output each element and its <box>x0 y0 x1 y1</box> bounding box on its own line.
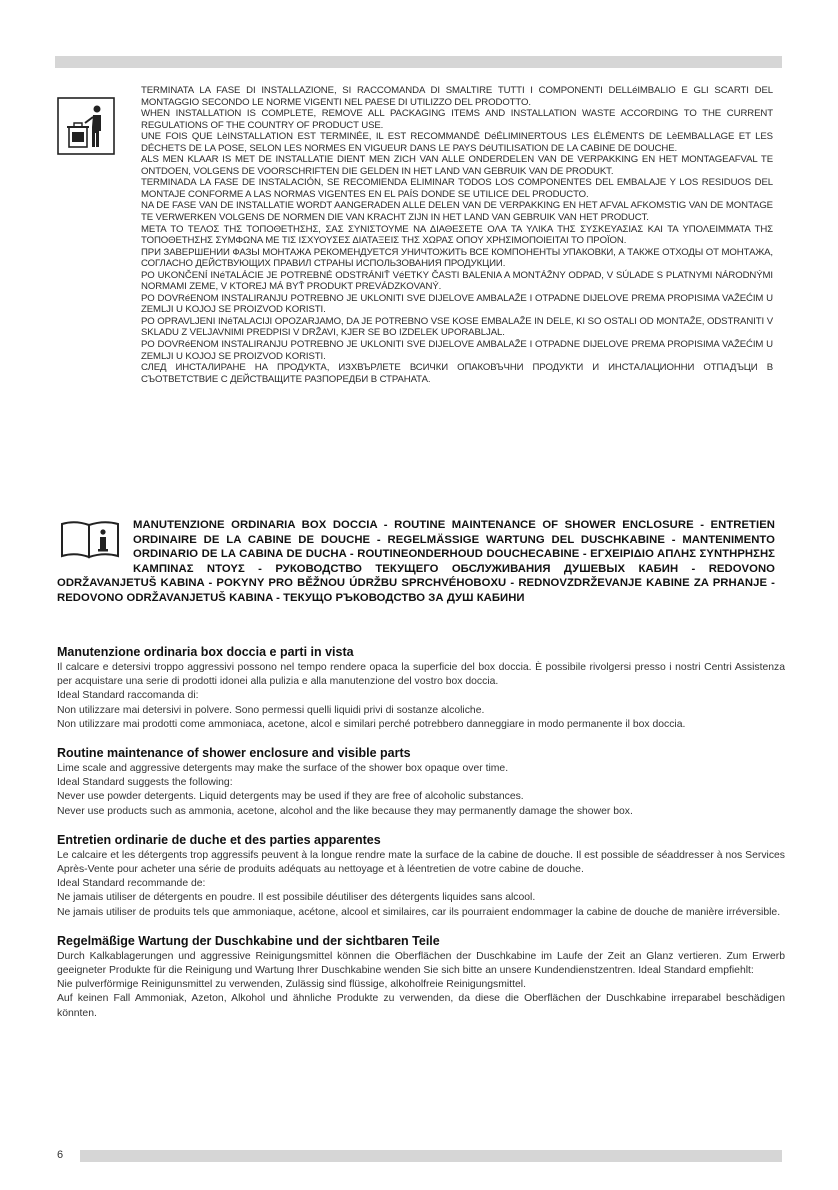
section-title: Manutenzione ordinaria box doccia e parti in vista <box>57 645 354 659</box>
section-line: Ne jamais utiliser de détergents en poudre. Il est possibile déutiliser des détergents liquides sans alcool. <box>57 892 536 904</box>
maintenance-heading <box>57 518 775 606</box>
page-number: 6 <box>57 1149 64 1161</box>
disposal-paragraph: UNE FOIS QUE LèINSTALLATION EST TERMINÉE, IL EST RECOMMANDÉ DéÉLIMINERTOUS LES ÉLÉMENTS DE LèEMBALLAGE ET LES DÉCHETS DE LA POSE, SELON LES NORMES EN VIGUEUR DANS LE PAYS DéUTILISATION DE LA CABINE DE DOUCHE. <box>141 131 773 154</box>
section-line: Ideal Standard suggests the following: <box>57 777 233 789</box>
section-title: Routine maintenance of shower enclosure and visible parts <box>57 746 411 761</box>
disposal-paragraph: СЛЕД ИНСТАЛИРАНЕ НА ПРОДУКТА, ИЗХВЪРЛЕТЕ ВСИЧКИ ОПАКОВЪЧНИ ПРОДУКТИ И ИНСТАЛАЦИОННИ ОТПАДЪЦИ В СЪОТВЕТСТВИЕ С ДЕЙСТВАЩИТЕ РАЗПОРЕДБИ В СТРАНАТА. <box>141 362 773 385</box>
section-line: Never use products such as ammonia, acetone, alcohol and the like because they may permanently damage the shower box. <box>57 805 633 817</box>
section-french <box>57 833 785 920</box>
section-line: Durch Kalkablagerungen und aggressive Reinigungsmittel können die Oberflächen der Duschkabine im Laufe der Zeit an Glanz vertieren. Zum Erwerb geeigneter Produkte für die Reinigung und Wartung Ihrer Duschkabine wenden Sie sich bitte an unsere Kundendienstzentren. Ideal Standard empfiehlt: <box>57 950 785 977</box>
footer-bar <box>80 1150 782 1162</box>
section-english <box>57 746 785 819</box>
section-line: Il calcare e detersivi troppo aggressivi possono nel tempo rendere opaca la superficie del box doccia. È possibile rivolgersi presso i nostri Centri Assistenza per acquistare una serie di prodotti idonei alla pulizia e alla manutenzione del vostro box doccia. <box>57 662 785 688</box>
section-line: Ideal Standard recommande de: <box>57 878 206 890</box>
section-line: Lime scale and aggressive detergents may make the surface of the shower box opaque over time. <box>57 763 509 775</box>
section-line: Le calcaire et les détergents trop aggressifs peuvent à la longue rendre mate la surface de la cabine de douche. Il est possible de séaddresser à nos Services Après-Vente pour acheter una série de produits adéquats au nettoyage et à léentretien de votre cabine de douche. <box>57 849 785 876</box>
section-line: Ne jamais utiliser de produits tels que ammoniaque, acétone, alcool et similaires, car ils pourraient endommager la cabine de douche de manière irréversible. <box>57 906 781 918</box>
disposal-instructions <box>141 85 773 385</box>
section-line: Non utilizzare mai prodotti come ammoniaca, acetone, alcol e similari perché potrebbero danneggiare in modo permanente il box doccia. <box>57 718 686 730</box>
disposal-paragraph: TERMINADA LA FASE DE INSTALACIÓN, SE RECOMIENDA ELIMINAR TODOS LOS COMPONENTES DEL EMBALAJE Y LOS RESIDUOS DEL MONTAJE CONFORME A LAS NORMAS VIGENTES EN EL PAÍS DONDE SE UTILICE DEL PRODUCTO. <box>141 177 773 200</box>
section-title: Entretien ordinarie de duche et des parties apparentes <box>57 832 381 847</box>
section-title: Regelmäßige Wartung der Duschkabine und der sichtbaren Teile <box>57 933 440 948</box>
disposal-paragraph: WHEN INSTALLATION IS COMPLETE, REMOVE ALL PACKAGING ITEMS AND INSTALLATION WASTE ACCORDING TO THE CURRENT REGULATIONS OF THE COUNTRY OF PRODUCT USE. <box>141 108 773 131</box>
section-line: Never use powder detergents. Liquid detergents may be used if they are free of alcoholic substances. <box>57 791 524 803</box>
disposal-paragraph: NA DE FASE VAN DE INSTALLATIE WORDT AANGERADEN ALLE DELEN VAN DE VERPAKKING EN HET AFVAL AFKOMSTIG VAN DE MONTAGE TE VERWERKEN VOLGENS DE NORMEN DIE VAN KRACHT ZIJN IN HET LAND VAN GEBRUIK VAN HET PRODUCT. <box>141 200 773 224</box>
maintenance-sections <box>57 645 785 1035</box>
waste-bin-icon <box>57 97 115 155</box>
section-italian <box>57 645 785 732</box>
disposal-paragraph: PO DOVRéENOM INSTALIRANJU POTREBNO JE UKLONITI SVE DIJELOVE AMBALAŽE I OTPADNE DIJELOVE PREMA PROPISIMA VAŽEĆIM U ZEMLJI U KOJOJ SE PROIZVOD KORISTI. <box>141 292 773 316</box>
section-line: Auf keinen Fall Ammoniak, Azeton, Alkohol und ähnliche Produkte zu verwenden, da diese die Oberflächen der Duschkabine irreparabel beschädigen könnten. <box>57 993 785 1019</box>
disposal-paragraph: PO DOVRéENOM INSTALIRANJU POTREBNO JE UKLONITI SVE DIJELOVE AMBALAŽE I OTPADNE DIJELOVE PREMA PROPISIMA VAŽEĆIM U ZEMLJI U KOJOJ SE PROIZVOD KORISTI. <box>141 339 773 362</box>
maintenance-heading-text: MANUTENZIONE ORDINARIA BOX DOCCIA - ROUTINE MAINTENANCE OF SHOWER ENCLOSURE - ENTRETIEN ORDINAIRE DE LA CABINE DE DOUCHE - REGELMÄSSIGE WARTUNG DEL DUSCHKABINE - MANTENIMENTO ORDINARIO DE LA CABINA DE DUCHA - ROUTINEONDERHOUD DOUCHECABINE - ΕΓΧΕΙΡΙΔΙΟ ΑΠΛΗΣ ΣΥΝΤΗΡΗΣΗΣ ΚΑΜΠΙΝΑΣ ΝΤΟΥΣ - РУКОВОДСТВО ТЕКУЩЕГО ОБСЛУЖИВАНИЯ ДУШЕВЫХ КАБИН - REDOVONO ODRŽAVANJETUŠ KABINA - POKYNY PRO BĚŽNOU ÚDRŽBU SPRCHVÉHOBOXU - REDNOVZDRŽEVANJE KABINE ZA PRHANJE - REDOVONO ODRŽAVANJETUŠ KABINA - ТЕКУЩО РЪКОВОДСТВО ЗА ДУШ КАБИНИ <box>57 519 775 604</box>
section-line: Nie pulverförmige Reinigunsmittel zu verwenden, Zulässig sind flüssige, alkoholfreie Reinigungsmittel. <box>57 979 526 991</box>
disposal-paragraph: PO UKONČENÍ INéTALÁCIE JE POTREBNÉ ODSTRÁNIŤ VéETKY ČASTI BALENIA A MONTÁŽNY ODPAD, V SÚLADE S PLATNYMI NÁRODNÝMI NORMAMI ZEME, V KTOREJ MÁ BYŤ PRODUKT PREVÁDZKOVANÝ. <box>141 269 773 293</box>
disposal-paragraph: ΜΕΤΑ ΤΟ ΤΕΛΟΣ ΤΗΣ ΤΟΠΟΘΕΤΗΣΗΣ, ΣΑΣ ΣΥΝΙΣΤΟΥΜΕ ΝΑ ΔΙΑΘΕΣΕΤΕ ΟΛΑ ΤΑ ΥΛΙΚΑ ΤΗΣ ΣΥΣΚΕΥΑΣΙΑΣ ΚΑΙ ΤΑ ΥΠΟΛΕΙΜΜΑΤΑ ΤΗΣ ΤΟΠΟΘΕΤΗΣΗΣ ΣΥΜΦΩΝΑ ΜΕ ΤΙΣ ΙΣΧΥΟΥΣΕΣ ΔΙΑΤΑΞΕΙΣ ΤΗΣ ΧΩΡΑΣ ΟΠΟΥ ΧΡΗΣΙΜΟΠΟΙΕΙΤΑΙ ΤΟ ΠΡΟΪΟΝ. <box>141 223 773 247</box>
disposal-paragraph: ALS MEN KLAAR IS MET DE INSTALLATIE DIENT MEN ZICH VAN ALLE ONDERDELEN VAN DE VERPAKKING EN HET MONTAGEAFVAL TE ONTDOEN, VOLGENS DE VOORSCHRIFTEN DIE GELDEN IN HET LAND VAN GEBRUIK VAN DE PRODUKT. <box>141 154 773 177</box>
section-german <box>57 934 785 1021</box>
disposal-paragraph: TERMINATA LA FASE DI INSTALLAZIONE, SI RACCOMANDA DI SMALTIRE TUTTI I COMPONENTI DELLéIMBALIO E GLI SCARTI DEL MONTAGGIO SECONDO LE NORME VIGENTI NEL PAESE DI UTILIZZO DEL PRODOTTO. <box>141 85 773 108</box>
disposal-paragraph: ПРИ ЗАВЕРШЕНИИ ФАЗЫ МОНТАЖА РЕКОМЕНДУЕТСЯ УНИЧТОЖИТЬ ВСЕ КОМПОНЕНТЫ УПАКОВКИ, А ТАКЖЕ ОТХОДЫ ОТ МОНТАЖА, СОГЛАСНО ДЕЙСТВУЮЩИХ ПРАВИЛ СТРАНЫ ИСПОЛЬЗОВАНИЯ ПРОДУКЦИИ. <box>141 246 773 270</box>
section-line: Ideal Standard raccomanda di: <box>57 690 199 702</box>
disposal-paragraph: PO OPRAVLJENI INéTALACIJI OPOZARJAMO, DA JE POTREBNO VSE KOSE EMBALAŽE IN DELE, KI SO OSTALI OD MONTAŽE, ODSTRANITI V SKLADU Z VELJAVNIMI PREDPISI V DRŽAVI, KJER SE BO IZDELEK UPORABLJAL. <box>141 315 773 339</box>
section-line: Non utilizzare mai detersivi in polvere. Sono permessi quelli liquidi privi di sostanze alcoliche. <box>57 704 485 716</box>
header-bar <box>55 56 782 68</box>
